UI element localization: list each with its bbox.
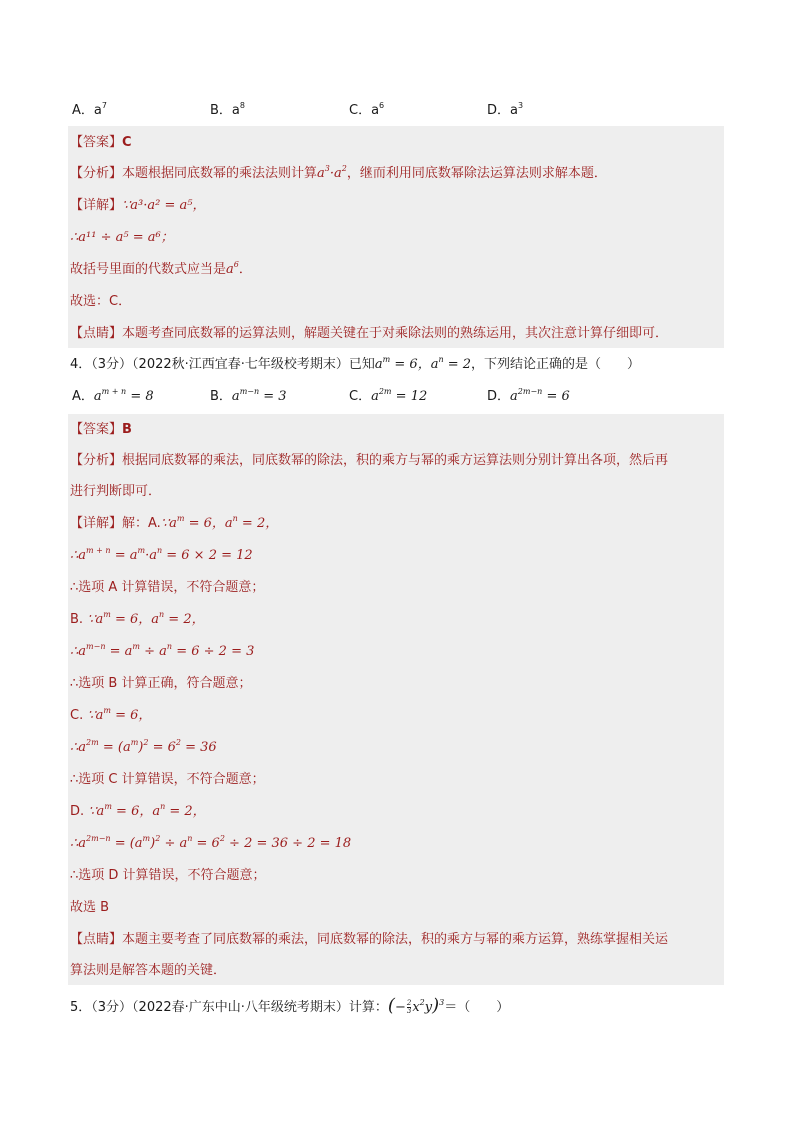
q4-optA-result: ∴选项 A 计算错误，不符合题意； — [70, 580, 265, 595]
q4-optC-step: $\therefore a^{2m} = (a^m)^2 = 6^2 = 36$ — [70, 738, 217, 755]
q3-option-d: D．$a^3$ — [487, 101, 524, 118]
q4-optC-given: C. $\because a^m = 6$， — [70, 706, 152, 723]
q4-optB-step: $\therefore a^{m-n} = a^m \div a^n = 6 \div 2 = 3$ — [70, 642, 255, 659]
q4-optD-step: $\therefore a^{2m-n} = (a^m)^2 \div a^n = 6^2 \div 2 = 36 \div 2 = 18$ — [70, 834, 352, 851]
q3-detail: 【详解】∵a³·a² = a⁵， — [70, 198, 206, 213]
q3-conclusion: 故括号里面的代数式应当是$a^6$． — [70, 260, 252, 277]
q5-stem: 5．（3分）（2022春·广东中山·八年级统考期末）计算：(− $\frac{2}{3}$ $x^2y)^3=$（ ） — [70, 995, 510, 1016]
q4-option-d: D．$a^{2m-n} = 6$ — [487, 387, 570, 404]
q3-option-a: A．$a^7$ — [72, 101, 107, 118]
q4-optD-given: D. $\because a^m = 6$，$a^n = 2$， — [70, 802, 206, 819]
q4-optC-result: ∴选项 C 计算错误，不符合题意； — [70, 772, 265, 787]
q4-choose: 故选 B — [70, 900, 110, 915]
q4-option-b: B．$a^{m-n} = 3$ — [210, 387, 287, 404]
q4-option-a: A．$a^{m + n} = 8$ — [72, 387, 154, 404]
q4-comment-cont: 算法则是解答本题的关键． — [70, 963, 227, 978]
q4-optA-step: $\therefore a^{m + n} = a^m\cdot a^n = 6 \times 2 = 12$ — [70, 546, 253, 563]
q4-stem: 4．（3分）（2022秋·江西宜春·七年级校考期末）已知$a^m = 6$，$a^n = 2$，下列结论正确的是（ ） — [70, 355, 641, 372]
q3-detail-step2: ∴a¹¹ ÷ a⁵ = a⁶； — [70, 230, 174, 245]
q4-analysis: 【分析】根据同底数幂的乘法，同底数幂的除法，积的乘方与幂的乘方运算法则分别计算出各项，然后再 — [70, 453, 669, 468]
q4-comment: 【点睛】本题主要考查了同底数幂的乘法，同底数幂的除法，积的乘方与幂的乘方运算，熟练掌握相关运 — [70, 932, 669, 947]
q4-option-c: C．$a^{2m} = 12$ — [349, 387, 428, 404]
q3-answer: 【答案】C — [70, 135, 132, 150]
q4-optD-result: ∴选项 D 计算错误，不符合题意； — [70, 868, 266, 883]
q4-answer: 【答案】B — [70, 422, 132, 437]
q4-solution-box — [68, 414, 724, 985]
q3-option-c: C．$a^6$ — [349, 101, 385, 118]
q4-optB-result: ∴选项 B 计算正确，符合题意； — [70, 676, 252, 691]
q3-choose: 故选：C． — [70, 294, 132, 309]
q3-comment: 【点睛】本题考查同底数幂的运算法则，解题关键在于对乘除法则的熟练运用，其次注意计算仔细即可． — [70, 326, 669, 341]
q3-analysis: 【分析】本题根据同底数幂的乘法法则计算$a^3\cdot a^2$，继而利用同底数幂除法运算法则求解本题． — [70, 164, 607, 181]
q4-detail: 【详解】解：$A.\because a^m = 6$，$a^n = 2$， — [70, 514, 279, 531]
q4-optB-given: B. $\because a^m = 6$，$a^n = 2$， — [70, 610, 205, 627]
q4-analysis-cont: 进行判断即可． — [70, 484, 162, 499]
q3-option-b: B．$a^8$ — [210, 101, 245, 118]
